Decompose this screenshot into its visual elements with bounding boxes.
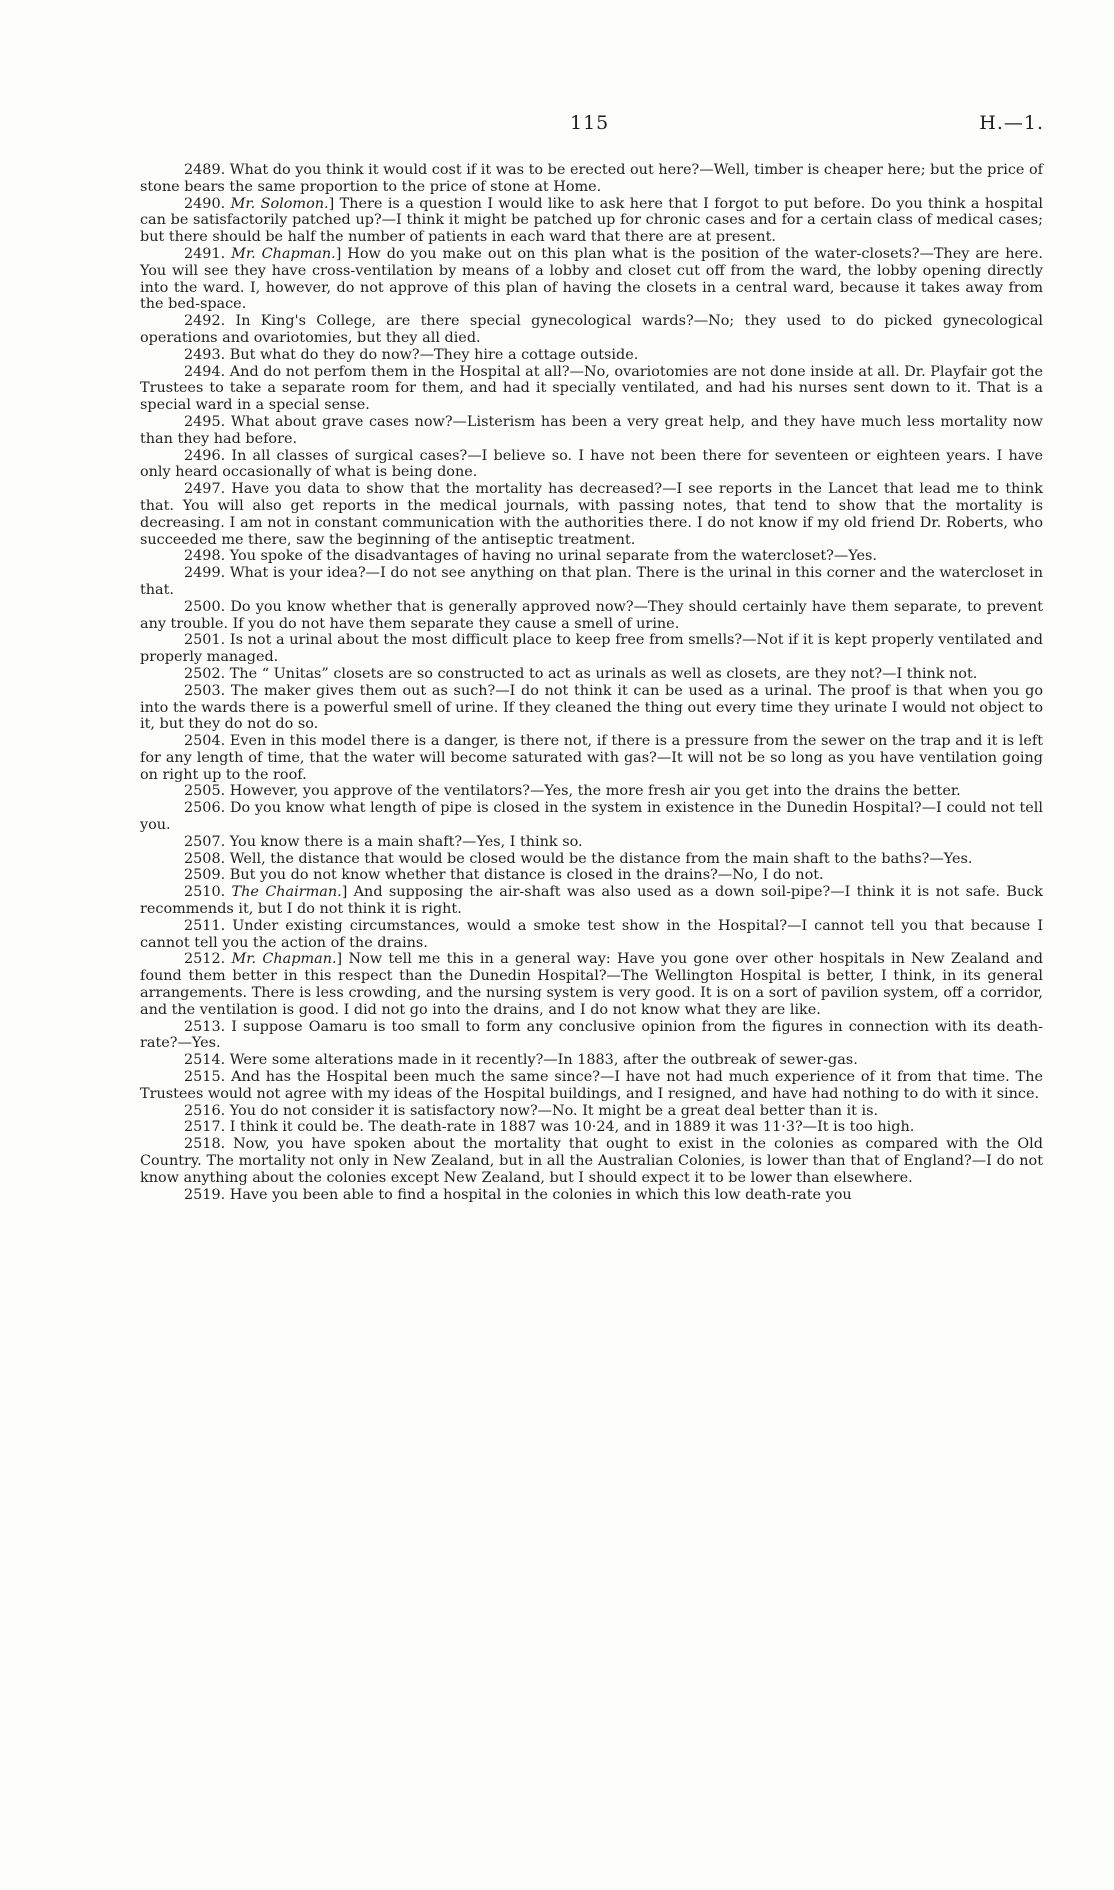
testimony-paragraph	[140, 666, 1043, 683]
question-number: 2507.	[184, 833, 226, 850]
question-number: 2498.	[184, 548, 226, 565]
testimony-paragraph	[140, 851, 1043, 868]
question-number: 2513.	[184, 1018, 226, 1035]
paragraph-text: There is a question I would like to ask here that I forgot to put before. Do you think a hospital can be satisfactorily patched up?—I think it might be patched up for chronic cases and for a certain class of medical cases; but there should be half the number of patients in each ward that there are at present.	[140, 195, 1044, 246]
speaker-bracket: ]	[335, 245, 342, 262]
paragraph-text: Do you know what length of pipe is closed in the system in existence in the Dunedin Hospital?—I could not tell you.	[140, 800, 1043, 834]
paragraph-text: Is not a urinal about the most difficult place to keep free from smells?—Not if it is kept properly ventilated and properly managed.	[140, 632, 1043, 666]
testimony-paragraph	[140, 867, 1043, 884]
paragraph-text: I suppose Oamaru is too small to form any conclusive opinion from the figures in connection with its death-rate?—Yes.	[140, 1018, 1043, 1052]
question-number: 2505.	[184, 783, 226, 800]
paragraph-text: And do not perfom them in the Hospital at all?—No, ovariotomies are not done inside at all. Dr. Playfair got the Trustees to take a separate room for them, and had it specially ventilated, and had his nurses sent down to it. That is a special ward in a special sense.	[140, 363, 1043, 414]
page-header	[140, 112, 1044, 144]
testimony-paragraph	[140, 162, 1043, 196]
question-number: 2503.	[184, 682, 226, 699]
testimony-paragraph	[140, 448, 1043, 482]
testimony-paragraph	[140, 884, 1043, 918]
paragraph-text: Now, you have spoken about the mortality that ought to exist in the colonies as compared with the Old Country. The mortality not only in New Zealand, but in all the Australian Colonies, is lower than that of England?—I do not know anything about the colonies except New Zealand, but I should expect it to be lower than elsewhere.	[140, 1136, 1044, 1186]
paragraph-text: I think it could be. The death-rate in 1887 was 10·24, and in 1889 it was 11·3?—It is too high.	[229, 1119, 915, 1136]
paragraph-text: In all classes of surgical cases?—I believe so. I have not been there for seventeen or eighteen years. I have only heard occasionally of what is being done.	[140, 447, 1044, 481]
question-number: 2511.	[184, 917, 226, 934]
testimony-paragraph	[140, 481, 1043, 548]
speaker-name: Mr. Chapman.	[231, 951, 337, 968]
paragraph-text: You do not consider it is satisfactory now?—No. It might be a great deal better than it is.	[229, 1102, 879, 1119]
paragraph-text: What is your idea?—I do not see anything on that plan. There is the urinal in this corner and the watercloset in that.	[140, 565, 1043, 598]
paragraph-text: The “ Unitas” closets are so constructed to act as urinals as well as closets, are they not?—I think not.	[229, 665, 978, 682]
paragraph-text: What do you think it would cost if it was to be erected out here?—Well, timber is cheaper here; but the price of stone bears the same proportion to the price of stone at Home.	[140, 162, 1043, 195]
paragraph-text: You know there is a main shaft?—Yes, I think so.	[229, 833, 583, 850]
paragraph-text: Have you been able to find a hospital in the colonies in which this low death-rate you	[229, 1186, 852, 1203]
question-number: 2518.	[184, 1136, 226, 1153]
testimony-paragraph	[140, 733, 1043, 783]
paragraph-text: What about grave cases now?—Listerism has been a very great help, and they have much less mortality now than they had before.	[140, 413, 1043, 447]
question-number: 2494.	[184, 363, 226, 380]
question-number: 2510.	[184, 884, 226, 901]
testimony-paragraph	[140, 196, 1043, 246]
question-number: 2489.	[184, 162, 226, 178]
question-number: 2501.	[184, 632, 226, 649]
testimony-paragraph	[140, 951, 1043, 1018]
testimony-paragraph	[140, 364, 1043, 414]
testimony-paragraph	[140, 1187, 1043, 1204]
paragraph-text: However, you approve of the ventilators?—Yes, the more fresh air you get into the drains the better.	[229, 783, 961, 800]
testimony-paragraph	[140, 918, 1043, 952]
testimony-paragraph	[140, 1069, 1043, 1103]
question-number: 2495.	[184, 413, 226, 430]
question-number: 2496.	[184, 447, 226, 464]
question-number: 2502.	[184, 665, 226, 682]
question-number: 2504.	[184, 733, 226, 750]
paragraph-text: But what do they do now?—They hire a cottage outside.	[229, 346, 639, 363]
paragraph-text: Now tell me this in a general way: Have you gone over other hospitals in New Zealand and found them better in this respect than the Dunedin Hospital?—The Wellington Hospital is better, I think, in its general arrangements. There is less crowding, and the nursing system is very good. It is on a sort of pavilion system, off a corridor, and the ventilation is good. I did not go into the drains, and I do not know what they are like.	[140, 951, 1043, 1018]
page-number: 115	[570, 112, 610, 134]
paragraph-text: And has the Hospital been much the same since?—I have not had much experience of it from that time. The Trustees would not agree with my ideas of the Hospital buildings, and I resigned, and have had nothing to do with it since.	[140, 1069, 1043, 1102]
testimony-paragraph	[140, 347, 1043, 364]
paragraph-text: Even in this model there is a danger, is there not, if there is a pressure from the sewer on the trap and it is left for any length of time, that the water will become saturated with gas?—It will not be so long as you have ventilation going on right up to the roof.	[140, 733, 1043, 783]
paragraph-text: But you do not know whether that distance is closed in the drains?—No, I do not.	[229, 867, 824, 884]
testimony-paragraph	[140, 783, 1043, 800]
question-number: 2491.	[184, 245, 226, 262]
question-number: 2509.	[184, 867, 226, 884]
speaker-bracket: ]	[336, 951, 343, 968]
question-number: 2517.	[184, 1119, 226, 1136]
testimony-paragraph	[140, 565, 1043, 599]
paragraph-text: Well, the distance that would be closed would be the distance from the main shaft to the baths?—Yes.	[229, 850, 973, 867]
paragraph-text: Were some alterations made in it recently?—In 1883, after the outbreak of sewer-gas.	[229, 1052, 858, 1069]
paragraph-text: You spoke of the disadvantages of having no urinal separate from the watercloset?—Yes.	[229, 548, 877, 565]
testimony-paragraph	[140, 1136, 1043, 1186]
question-number: 2519.	[184, 1186, 226, 1203]
paragraph-text: Do you know whether that is generally approved now?—They should certainly have them separate, to prevent any trouble. If you do not have them separate they cause a smell of urine.	[140, 598, 1043, 632]
question-number: 2506.	[184, 800, 226, 817]
testimony-paragraph	[140, 548, 1043, 565]
question-number: 2497.	[184, 481, 226, 498]
question-number: 2515.	[184, 1069, 226, 1086]
testimony-paragraph	[140, 414, 1043, 448]
testimony-paragraph	[140, 683, 1043, 733]
testimony-paragraph	[140, 1019, 1043, 1053]
testimony-paragraph	[140, 1119, 1043, 1136]
testimony-paragraph	[140, 800, 1043, 834]
speaker-name: Mr. Solomon.	[230, 195, 329, 212]
speaker-bracket: ]	[341, 884, 348, 901]
paragraph-text: The maker gives them out as such?—I do not think it can be used as a urinal. The proof is that when you go into the wards there is a powerful smell of urine. If they cleaned the thing out every time they urinate I would not object to it, but they do not do so.	[140, 682, 1043, 733]
question-number: 2499.	[184, 565, 226, 582]
paragraph-text: And supposing the air-shaft was also used as a down soil-pipe?—I think it is not safe. Buck recommends it, but I do not think it is right.	[140, 884, 1044, 918]
question-number: 2493.	[184, 346, 226, 363]
testimony-paragraph	[140, 313, 1043, 347]
testimony-paragraph	[140, 599, 1043, 633]
speaker-bracket: ]	[328, 195, 335, 212]
question-number: 2500.	[184, 598, 226, 615]
question-number: 2490.	[184, 195, 226, 212]
testimony-paragraph	[140, 1103, 1043, 1120]
speaker-name: The Chairman.	[231, 884, 342, 901]
testimony-paragraph	[140, 246, 1043, 313]
question-number: 2514.	[184, 1052, 226, 1069]
paragraph-text: Under existing circumstances, would a smoke test show in the Hospital?—I cannot tell you that because I cannot tell you the action of the drains.	[140, 917, 1043, 951]
body-text	[140, 162, 1043, 1203]
testimony-paragraph	[140, 1052, 1043, 1069]
speaker-name: Mr. Chapman.	[231, 245, 336, 262]
paragraph-text: How do you make out on this plan what is the position of the water-closets?—They are here. You will see they have cross-ventilation by means of a lobby and closet cut off from the ward, the lobby opening directly into the ward. I, however, do not approve of this plan of having the closets in a central ward, because it takes away from the bed-space.	[140, 245, 1043, 313]
question-number: 2492.	[184, 313, 226, 330]
document-reference: H.—1.	[979, 112, 1044, 134]
question-number: 2516.	[184, 1102, 226, 1119]
question-number: 2508.	[184, 850, 226, 867]
question-number: 2512.	[184, 951, 226, 968]
paragraph-text: In King's College, are there special gynecological wards?—No; they used to do picked gynecological operations and ovariotomies, but they all died.	[140, 313, 1044, 346]
paragraph-text: Have you data to show that the mortality has decreased?—I see reports in the Lancet that lead me to think that. You will also get reports in the medical journals, with passing notes, that tend to show that the mortality is decreasing. I am not in constant communication with the authorities there. I do not know if my old friend Dr. Roberts, who succeeded me there, saw the beginning of the antiseptic treatment.	[140, 481, 1043, 548]
testimony-paragraph	[140, 834, 1043, 851]
testimony-paragraph	[140, 632, 1043, 666]
